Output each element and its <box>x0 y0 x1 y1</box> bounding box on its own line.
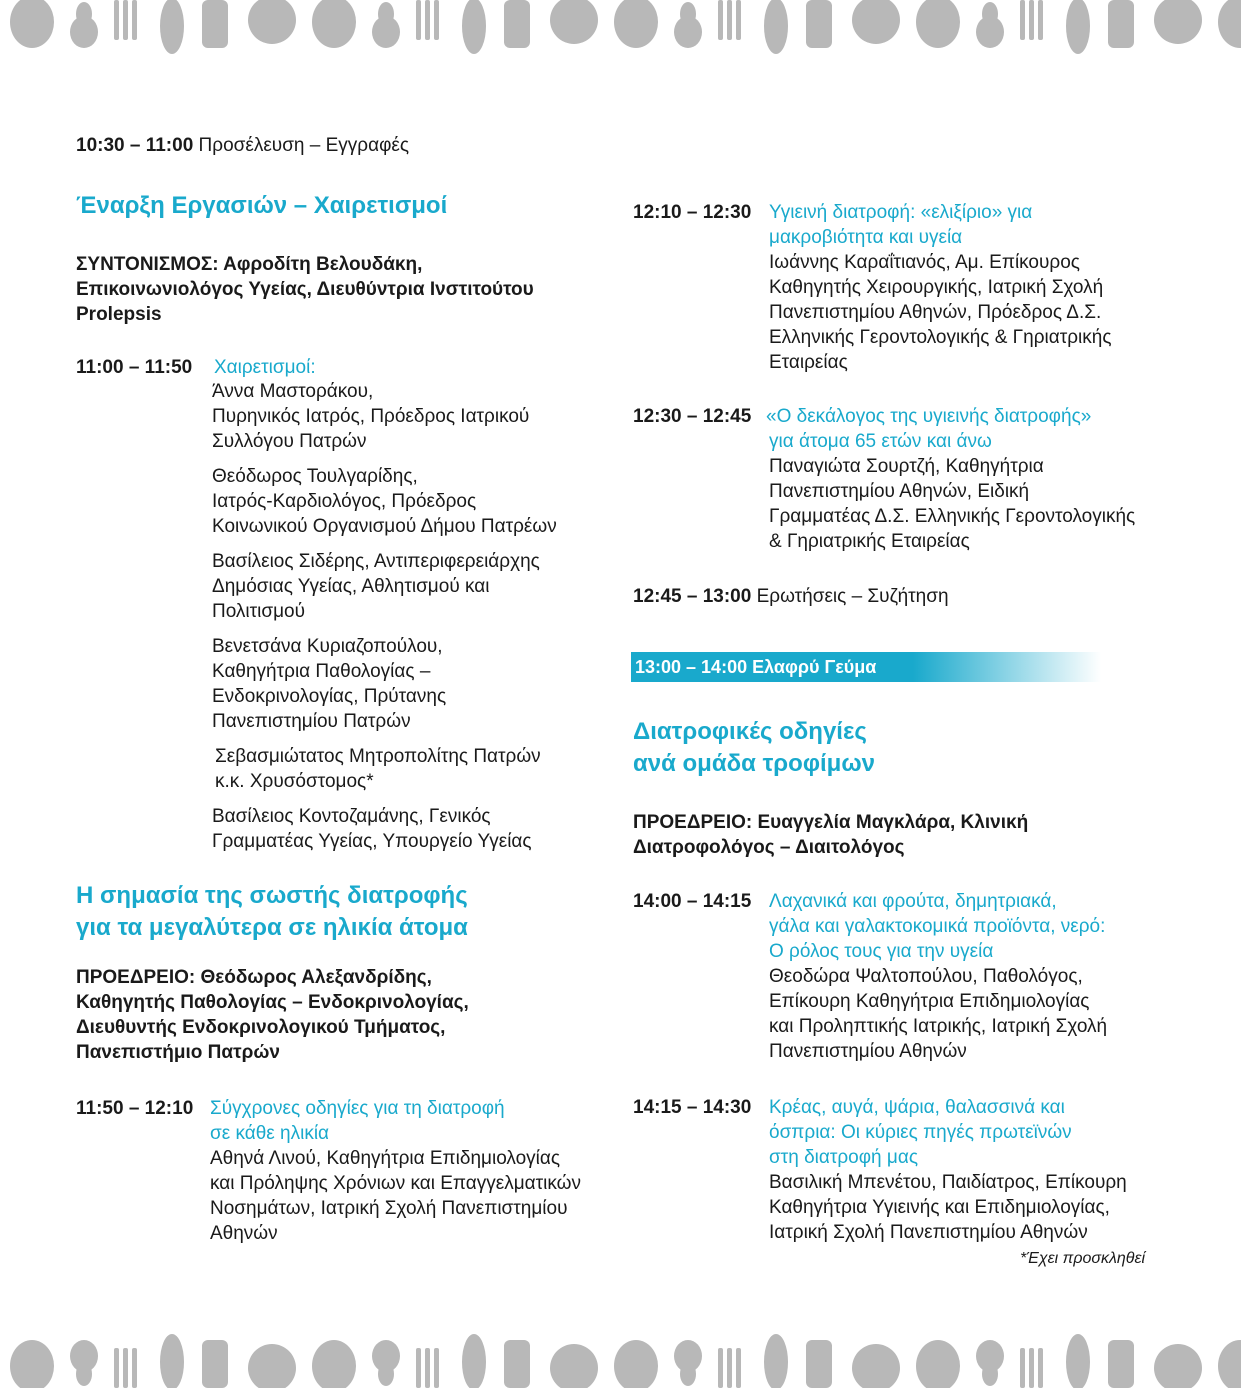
event-text: Ερωτήσεις – Συζήτηση <box>756 586 949 607</box>
talk1-time <box>76 1096 193 1121</box>
speaker-line: Πανεπιστημίου Αθηνών, Ειδική <box>769 481 1030 502</box>
speaker-line: Πανεπιστημίου Αθηνών, Πρόεδρος Δ.Σ. <box>769 302 1102 323</box>
talk5-block <box>769 1095 1209 1245</box>
speaker-line: Ιατρική Σχολή Πανεπιστημίου Αθηνών <box>769 1222 1088 1243</box>
talk-title-line: όσπρια: Οι κύριες πηγές πρωτεϊνών <box>769 1122 1072 1143</box>
speaker-line: Κοινωνικού Οργανισμού Δήμου Πατρέων <box>212 516 557 537</box>
speaker-line: Πανεπιστημίου Πατρών <box>212 711 411 732</box>
coordination-line: Επικοινωνιολόγος Υγείας, Διευθύντρια Ινστιτούτου <box>76 279 534 300</box>
talk-title-line: γάλα και γαλακτοκομικά προϊόντα, νερό: <box>769 916 1106 937</box>
greetings-time <box>76 355 192 380</box>
talk-title-line: για άτομα 65 ετών και άνω <box>769 431 992 452</box>
presidium-block <box>633 810 1193 860</box>
speaker-line: Σεβασμιώτατος Μητροπολίτης Πατρών <box>215 746 541 767</box>
speaker-line: Άννα Μαστοράκου, <box>212 381 374 402</box>
bottom-decorative-band <box>0 1328 1241 1388</box>
presidium-line: Διευθυντής Ενδοκρινολογικού Τμήματος, <box>76 1017 446 1038</box>
presidium-line: ΠΡΟΕΔΡΕΙΟ: Θεόδωρος Αλεξανδρίδης, <box>76 967 432 988</box>
speaker-line: & Γηριατρικής Εταιρείας <box>769 531 970 552</box>
heading-line: για τα μεγαλύτερα σε ηλικία άτομα <box>76 914 468 941</box>
speaker-line: Αθηνά Λινού, Καθηγήτρια Επιδημιολογίας <box>210 1148 561 1169</box>
talk3-time <box>633 404 751 429</box>
fruit-vegetable-pattern-icon <box>0 0 1241 60</box>
section-heading-importance <box>76 880 468 944</box>
speaker-line: Ελληνικής Γεροντολογικής & Γηριατρικής <box>769 327 1112 348</box>
speaker-line: Αθηνών <box>210 1223 278 1244</box>
speaker-line: Συλλόγου Πατρών <box>212 431 367 452</box>
heading-line: Διατροφικές οδηγίες <box>633 718 867 745</box>
time: 10:30 – 11:00 <box>76 135 194 156</box>
time: 11:50 – 12:10 <box>76 1098 194 1119</box>
talk-title-line: «Ο δεκάλογος της υγιεινής διατροφής» <box>766 406 1092 427</box>
event-text: Προσέλευση – Εγγραφές <box>198 135 410 156</box>
speaker-line: Βενετσάνα Κυριαζοπούλου, <box>212 636 443 657</box>
speaker-entry <box>212 464 612 539</box>
section-heading-food-groups <box>633 716 875 780</box>
lunch-banner: 13:00 – 14:00 Ελαφρύ Γεύμα <box>631 652 1101 682</box>
speaker-line: Θεόδωρος Τουλγαρίδης, <box>212 466 418 487</box>
coordination-block <box>76 252 616 327</box>
speaker-line: Εταιρείας <box>769 352 848 373</box>
speaker-line: Καθηγήτρια Παθολογίας – <box>212 661 431 682</box>
speaker-entry <box>212 634 612 734</box>
heading-line: Η σημασία της σωστής διατροφής <box>76 882 468 909</box>
talk-title-line: Υγιεινή διατροφή: «ελιξίριο» για <box>769 202 1033 223</box>
speaker-entry <box>212 804 612 854</box>
speaker-line: Βασιλική Μπενέτου, Παιδίατρος, Επίκουρη <box>769 1172 1127 1193</box>
talk-title-line: μακροβιότητα και υγεία <box>769 227 963 248</box>
time: 12:10 – 12:30 <box>633 202 752 223</box>
time: 12:30 – 12:45 <box>633 406 752 427</box>
talk-title-line: Κρέας, αυγά, ψάρια, θαλασσινά και <box>769 1097 1065 1118</box>
speaker-line: Πυρηνικός Ιατρός, Πρόεδρος Ιατρικού <box>212 406 530 427</box>
speaker-line: Θεοδώρα Ψαλτοπούλου, Παθολόγος, <box>769 966 1083 987</box>
greetings-title: Χαιρετισμοί: <box>214 357 316 378</box>
talk-title-line: στη διατροφή μας <box>769 1147 918 1168</box>
arrival-row <box>76 133 409 158</box>
speaker-entry <box>212 744 612 794</box>
presidium-line: ΠΡΟΕΔΡΕΙΟ: Ευαγγελία Μαγκλάρα, Κλινική <box>633 812 1029 833</box>
speaker-line: Παναγιώτα Σουρτζή, Καθηγήτρια <box>769 456 1044 477</box>
talk-title-line: Σύγχρονες οδηγίες για τη διατροφή <box>210 1098 505 1119</box>
section-heading-opening: Έναρξη Εργασιών – Χαιρετισμοί <box>76 192 448 219</box>
talk4-time <box>633 889 751 914</box>
heading-line: ανά ομάδα τροφίμων <box>633 750 875 777</box>
presidium-block <box>76 965 616 1065</box>
presidium-line: Πανεπιστήμιο Πατρών <box>76 1042 280 1063</box>
questions-row <box>633 584 949 609</box>
speaker-line: Επίκουρη Καθηγήτρια Επιδημιολογίας <box>769 991 1090 1012</box>
time: 14:15 – 14:30 <box>633 1097 752 1118</box>
speaker-line: Καθηγητής Χειρουργικής, Ιατρική Σχολή <box>769 277 1104 298</box>
talk3-block <box>766 404 1226 554</box>
speaker-line: κ.κ. Χρυσόστομος* <box>215 771 374 792</box>
coordination-line: ΣΥΝΤΟΝΙΣΜΟΣ: Αφροδίτη Βελουδάκη, <box>76 254 423 275</box>
speaker-line: Ενδοκρινολογίας, Πρύτανης <box>212 686 447 707</box>
talk2-time <box>633 200 751 225</box>
speaker-line: Δημόσιας Υγείας, Αθλητισμού και <box>212 576 490 597</box>
speaker-line: Γραμματέας Δ.Σ. Ελληνικής Γεροντολογικής <box>769 506 1136 527</box>
speaker-line: και Προληπτικής Ιατρικής, Ιατρική Σχολή <box>769 1016 1108 1037</box>
talk-title-line: σε κάθε ηλικία <box>210 1123 330 1144</box>
talk4-block <box>769 889 1209 1064</box>
speaker-line: Καθηγήτρια Υγιεινής και Επιδημιολογίας, <box>769 1197 1110 1218</box>
speaker-line: Νοσημάτων, Ιατρική Σχολή Πανεπιστημίου <box>210 1198 568 1219</box>
talk-title-line: Ο ρόλος τους για την υγεία <box>769 941 994 962</box>
speaker-line: Ιωάννης Καραΐτιανός, Αμ. Επίκουρος <box>769 252 1080 273</box>
time: 11:00 – 11:50 <box>76 357 193 378</box>
coordination-line: Prolepsis <box>76 304 162 325</box>
talk-title-line: Λαχανικά και φρούτα, δημητριακά, <box>769 891 1057 912</box>
talk5-time <box>633 1095 751 1120</box>
fruit-vegetable-pattern-icon <box>0 1328 1241 1388</box>
footnote: *Έχει προσκληθεί <box>1020 1250 1146 1267</box>
presidium-line: Καθηγητής Παθολογίας – Ενδοκρινολογίας, <box>76 992 469 1013</box>
speaker-line: Βασίλειος Σιδέρης, Αντιπεριφερειάρχης <box>212 551 540 572</box>
top-decorative-band <box>0 0 1241 60</box>
speaker-list <box>212 379 612 854</box>
speaker-line: Βασίλειος Κοντοζαμάνης, Γενικός <box>212 806 491 827</box>
talk2-block <box>769 200 1209 375</box>
speaker-entry <box>212 379 612 454</box>
speaker-entry <box>212 549 612 624</box>
presidium-line: Διατροφολόγος – Διαιτολόγος <box>633 837 905 858</box>
speaker-line: Πολιτισμού <box>212 601 306 622</box>
speaker-line: Πανεπιστημίου Αθηνών <box>769 1041 967 1062</box>
speaker-line: Γραμματέας Υγείας, Υπουργείο Υγείας <box>212 831 532 852</box>
speaker-line: Ιατρός-Καρδιολόγος, Πρόεδρος <box>212 491 477 512</box>
talk1-block <box>210 1096 620 1246</box>
time: 12:45 – 13:00 <box>633 586 752 607</box>
time: 14:00 – 14:15 <box>633 891 752 912</box>
speaker-line: και Πρόληψης Χρόνιων και Επαγγελματικών <box>210 1173 581 1194</box>
